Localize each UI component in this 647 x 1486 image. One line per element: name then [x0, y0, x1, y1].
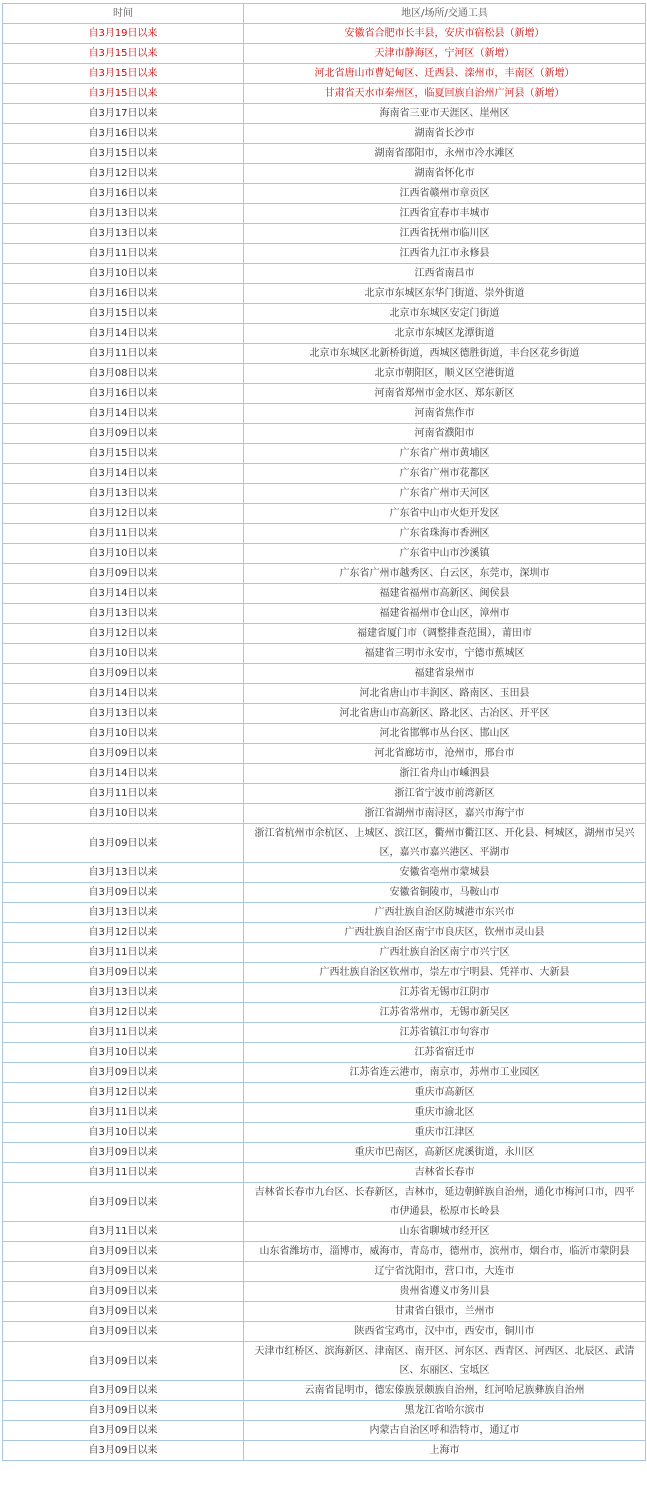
cell-time: 自3月13日以来: [3, 983, 244, 1003]
cell-location: 广东省广州市花都区: [244, 464, 646, 484]
cell-time: 自3月09日以来: [3, 1282, 244, 1302]
cell-time: 自3月09日以来: [3, 963, 244, 983]
cell-time: 自3月09日以来: [3, 1242, 244, 1262]
cell-time: 自3月10日以来: [3, 644, 244, 664]
cell-location: 福建省福州市高新区、闽侯县: [244, 584, 646, 604]
cell-time: 自3月16日以来: [3, 384, 244, 404]
cell-location: 浙江省杭州市余杭区、上城区、滨江区，衢州市衢江区、开化县、柯城区，湖州市吴兴区，嘉兴市嘉兴港区、平湖市: [244, 824, 646, 863]
table-row: [3, 104, 646, 124]
cell-location: 黑龙江省哈尔滨市: [244, 1401, 646, 1421]
cell-location: 北京市朝阳区，顺义区空港街道: [244, 364, 646, 384]
table-row: [3, 144, 646, 164]
cell-location: 福建省福州市仓山区，漳州市: [244, 604, 646, 624]
cell-time: 自3月13日以来: [3, 204, 244, 224]
cell-time: 自3月11日以来: [3, 943, 244, 963]
cell-location: 湖南省邵阳市，永州市冷水滩区: [244, 144, 646, 164]
table-row: [3, 404, 646, 424]
table-row: [3, 564, 646, 584]
cell-location: 广西壮族自治区南宁市良庆区，钦州市灵山县: [244, 923, 646, 943]
cell-location: 河北省唐山市高新区、路北区、古冶区、开平区: [244, 704, 646, 724]
table-row: [3, 324, 646, 344]
table-row: [3, 1183, 646, 1222]
cell-location: 广西壮族自治区防城港市东兴市: [244, 903, 646, 923]
cell-location: 河北省邯郸市丛台区、邯山区: [244, 724, 646, 744]
cell-location: 安徽省亳州市蒙城县: [244, 863, 646, 883]
cell-location: 江苏省连云港市，南京市，苏州市工业园区: [244, 1063, 646, 1083]
table-row: [3, 124, 646, 144]
table-body: [3, 24, 646, 1461]
table-row: [3, 1003, 646, 1023]
table-row: [3, 444, 646, 464]
table-row: [3, 1083, 646, 1103]
table-row: [3, 484, 646, 504]
cell-location: 山东省聊城市经开区: [244, 1222, 646, 1242]
cell-location: 安徽省铜陵市，马鞍山市: [244, 883, 646, 903]
cell-location: 浙江省宁波市前湾新区: [244, 784, 646, 804]
cell-time: 自3月11日以来: [3, 344, 244, 364]
table-row: [3, 624, 646, 644]
table-row: [3, 24, 646, 44]
cell-location: 广西壮族自治区南宁市兴宁区: [244, 943, 646, 963]
cell-time: 自3月09日以来: [3, 564, 244, 584]
cell-location: 湖南省怀化市: [244, 164, 646, 184]
cell-location: 北京市东城区北新桥街道，西城区德胜街道，丰台区花乡街道: [244, 344, 646, 364]
cell-location: 江苏省镇江市句容市: [244, 1023, 646, 1043]
cell-location: 江西省抚州市临川区: [244, 224, 646, 244]
table-row: [3, 903, 646, 923]
cell-location: 河北省廊坊市，沧州市，邢台市: [244, 744, 646, 764]
cell-time: 自3月15日以来: [3, 44, 244, 64]
cell-location: 河南省郑州市金水区、郑东新区: [244, 384, 646, 404]
cell-time: 自3月08日以来: [3, 364, 244, 384]
cell-time: 自3月09日以来: [3, 1441, 244, 1461]
cell-location: 广东省中山市沙溪镇: [244, 544, 646, 564]
table-row: [3, 524, 646, 544]
table-row: [3, 244, 646, 264]
cell-time: 自3月09日以来: [3, 1401, 244, 1421]
table-row: [3, 963, 646, 983]
table-row: [3, 264, 646, 284]
cell-location: 安徽省合肥市长丰县，安庆市宿松县（新增）: [244, 24, 646, 44]
table-row: [3, 544, 646, 564]
cell-location: 吉林省长春市: [244, 1163, 646, 1183]
cell-time: 自3月13日以来: [3, 224, 244, 244]
cell-time: 自3月10日以来: [3, 1123, 244, 1143]
table-row: [3, 344, 646, 364]
table-row: [3, 164, 646, 184]
cell-location: 云南省昆明市，德宏傣族景颇族自治州，红河哈尼族彝族自治州: [244, 1381, 646, 1401]
cell-time: 自3月15日以来: [3, 64, 244, 84]
cell-time: 自3月13日以来: [3, 484, 244, 504]
cell-location: 天津市静海区，宁河区（新增）: [244, 44, 646, 64]
table-row: [3, 724, 646, 744]
cell-time: 自3月13日以来: [3, 863, 244, 883]
table-row: [3, 1163, 646, 1183]
table-row: [3, 364, 646, 384]
cell-location: 江苏省常州市，无锡市新吴区: [244, 1003, 646, 1023]
cell-location: 河北省唐山市曹妃甸区、迁西县、滦州市，丰南区（新增）: [244, 64, 646, 84]
table-row: [3, 784, 646, 804]
cell-location: 江西省赣州市章贡区: [244, 184, 646, 204]
cell-time: 自3月14日以来: [3, 584, 244, 604]
cell-time: 自3月14日以来: [3, 464, 244, 484]
cell-location: 江西省南昌市: [244, 264, 646, 284]
cell-time: 自3月09日以来: [3, 1302, 244, 1322]
table-row: [3, 764, 646, 784]
table-header-row: [3, 4, 646, 24]
cell-time: 自3月10日以来: [3, 1043, 244, 1063]
cell-location: 江苏省无锡市江阴市: [244, 983, 646, 1003]
cell-time: 自3月09日以来: [3, 1322, 244, 1342]
table-row: [3, 184, 646, 204]
cell-time: 自3月12日以来: [3, 624, 244, 644]
cell-location: 河南省焦作市: [244, 404, 646, 424]
cell-time: 自3月09日以来: [3, 1421, 244, 1441]
cell-time: 自3月14日以来: [3, 324, 244, 344]
table-row: [3, 1342, 646, 1381]
cell-time: 自3月11日以来: [3, 784, 244, 804]
cell-location: 浙江省湖州市南浔区，嘉兴市海宁市: [244, 804, 646, 824]
table-row: [3, 84, 646, 104]
cell-time: 自3月16日以来: [3, 124, 244, 144]
table-row: [3, 943, 646, 963]
cell-location: 重庆市渝北区: [244, 1103, 646, 1123]
table-row: [3, 1401, 646, 1421]
cell-time: 自3月10日以来: [3, 264, 244, 284]
cell-location: 甘肃省白银市，兰州市: [244, 1302, 646, 1322]
column-header-time: 时间: [3, 4, 244, 24]
table-row: [3, 684, 646, 704]
table-row: [3, 464, 646, 484]
table-row: [3, 424, 646, 444]
cell-time: 自3月12日以来: [3, 923, 244, 943]
cell-location: 河北省唐山市丰润区、路南区、玉田县: [244, 684, 646, 704]
cell-location: 河南省濮阳市: [244, 424, 646, 444]
cell-time: 自3月15日以来: [3, 144, 244, 164]
table-row: [3, 1322, 646, 1342]
table-row: [3, 804, 646, 824]
table-row: [3, 1242, 646, 1262]
cell-time: 自3月10日以来: [3, 544, 244, 564]
cell-time: 自3月11日以来: [3, 1023, 244, 1043]
table-row: [3, 1023, 646, 1043]
cell-location: 山东省潍坊市，淄博市，威海市，青岛市，德州市，滨州市，烟台市，临沂市蒙阴县: [244, 1242, 646, 1262]
cell-location: 吉林省长春市九台区、长春新区，吉林市，延边朝鲜族自治州，通化市梅河口市，四平市伊通县，松原市长岭县: [244, 1183, 646, 1222]
table-row: [3, 284, 646, 304]
cell-time: 自3月09日以来: [3, 664, 244, 684]
table-row: [3, 824, 646, 863]
table-row: [3, 1441, 646, 1461]
table-row: [3, 1063, 646, 1083]
table-row: [3, 644, 646, 664]
table-row: [3, 504, 646, 524]
cell-location: 贵州省遵义市务川县: [244, 1282, 646, 1302]
cell-time: 自3月12日以来: [3, 504, 244, 524]
cell-time: 自3月09日以来: [3, 1063, 244, 1083]
cell-location: 重庆市江津区: [244, 1123, 646, 1143]
table-row: [3, 584, 646, 604]
cell-time: 自3月13日以来: [3, 604, 244, 624]
cell-location: 广东省中山市火炬开发区: [244, 504, 646, 524]
cell-location: 福建省泉州市: [244, 664, 646, 684]
table-row: [3, 1262, 646, 1282]
cell-time: 自3月10日以来: [3, 804, 244, 824]
cell-location: 甘肃省天水市秦州区，临夏回族自治州广河县（新增）: [244, 84, 646, 104]
cell-time: 自3月12日以来: [3, 1083, 244, 1103]
cell-time: 自3月13日以来: [3, 903, 244, 923]
cell-location: 陕西省宝鸡市，汉中市，西安市，铜川市: [244, 1322, 646, 1342]
table-row: [3, 384, 646, 404]
cell-time: 自3月15日以来: [3, 444, 244, 464]
risk-area-table: [2, 3, 646, 1461]
table-row: [3, 204, 646, 224]
cell-time: 自3月15日以来: [3, 84, 244, 104]
cell-location: 重庆市高新区: [244, 1083, 646, 1103]
cell-location: 江西省九江市永修县: [244, 244, 646, 264]
cell-time: 自3月15日以来: [3, 304, 244, 324]
table-row: [3, 1103, 646, 1123]
cell-time: 自3月09日以来: [3, 1342, 244, 1381]
cell-location: 辽宁省沈阳市，营口市，大连市: [244, 1262, 646, 1282]
cell-location: 广东省广州市黄埔区: [244, 444, 646, 464]
cell-time: 自3月09日以来: [3, 824, 244, 863]
cell-location: 广东省珠海市香洲区: [244, 524, 646, 544]
cell-location: 福建省三明市永安市，宁德市蕉城区: [244, 644, 646, 664]
cell-time: 自3月16日以来: [3, 184, 244, 204]
cell-time: 自3月14日以来: [3, 404, 244, 424]
cell-location: 福建省厦门市（调整排查范围），莆田市: [244, 624, 646, 644]
cell-time: 自3月09日以来: [3, 1381, 244, 1401]
table-row: [3, 44, 646, 64]
cell-location: 北京市东城区东华门街道、崇外街道: [244, 284, 646, 304]
cell-time: 自3月09日以来: [3, 1262, 244, 1282]
cell-time: 自3月11日以来: [3, 524, 244, 544]
cell-location: 广西壮族自治区钦州市，崇左市宁明县、凭祥市、大新县: [244, 963, 646, 983]
cell-time: 自3月14日以来: [3, 764, 244, 784]
table-row: [3, 1143, 646, 1163]
cell-location: 天津市红桥区、滨海新区、津南区、南开区、河东区、西青区、河西区、北辰区、武清区、东丽区、宝坻区: [244, 1342, 646, 1381]
cell-time: 自3月14日以来: [3, 684, 244, 704]
table-row: [3, 664, 646, 684]
cell-location: 广东省广州市天河区: [244, 484, 646, 504]
cell-location: 北京市东城区龙潭街道: [244, 324, 646, 344]
table-row: [3, 604, 646, 624]
cell-time: 自3月16日以来: [3, 284, 244, 304]
table-row: [3, 1302, 646, 1322]
table-row: [3, 923, 646, 943]
table-row: [3, 744, 646, 764]
cell-location: 海南省三亚市天涯区、崖州区: [244, 104, 646, 124]
cell-time: 自3月09日以来: [3, 744, 244, 764]
cell-location: 北京市东城区安定门街道: [244, 304, 646, 324]
cell-time: 自3月09日以来: [3, 424, 244, 444]
cell-time: 自3月11日以来: [3, 1163, 244, 1183]
cell-location: 内蒙古自治区呼和浩特市，通辽市: [244, 1421, 646, 1441]
cell-time: 自3月09日以来: [3, 1183, 244, 1222]
cell-time: 自3月19日以来: [3, 24, 244, 44]
cell-location: 浙江省舟山市嵊泗县: [244, 764, 646, 784]
cell-time: 自3月17日以来: [3, 104, 244, 124]
table-row: [3, 1222, 646, 1242]
table-row: [3, 1043, 646, 1063]
table-row: [3, 1282, 646, 1302]
table-row: [3, 883, 646, 903]
table-row: [3, 64, 646, 84]
cell-time: 自3月13日以来: [3, 704, 244, 724]
cell-time: 自3月12日以来: [3, 1003, 244, 1023]
table-row: [3, 1123, 646, 1143]
cell-time: 自3月10日以来: [3, 724, 244, 744]
cell-location: 江西省宜春市丰城市: [244, 204, 646, 224]
cell-time: 自3月09日以来: [3, 1143, 244, 1163]
table-row: [3, 704, 646, 724]
table-row: [3, 1381, 646, 1401]
cell-location: 重庆市巴南区，高新区虎溪街道，永川区: [244, 1143, 646, 1163]
cell-time: 自3月11日以来: [3, 1103, 244, 1123]
table-row: [3, 983, 646, 1003]
table-row: [3, 1421, 646, 1441]
cell-time: 自3月11日以来: [3, 244, 244, 264]
cell-time: 自3月12日以来: [3, 164, 244, 184]
cell-location: 上海市: [244, 1441, 646, 1461]
table-row: [3, 304, 646, 324]
table-row: [3, 863, 646, 883]
column-header-location: 地区/场所/交通工具: [244, 4, 646, 24]
cell-time: 自3月11日以来: [3, 1222, 244, 1242]
cell-time: 自3月09日以来: [3, 883, 244, 903]
cell-location: 湖南省长沙市: [244, 124, 646, 144]
cell-location: 江苏省宿迁市: [244, 1043, 646, 1063]
cell-location: 广东省广州市越秀区、白云区，东莞市，深圳市: [244, 564, 646, 584]
table-row: [3, 224, 646, 244]
